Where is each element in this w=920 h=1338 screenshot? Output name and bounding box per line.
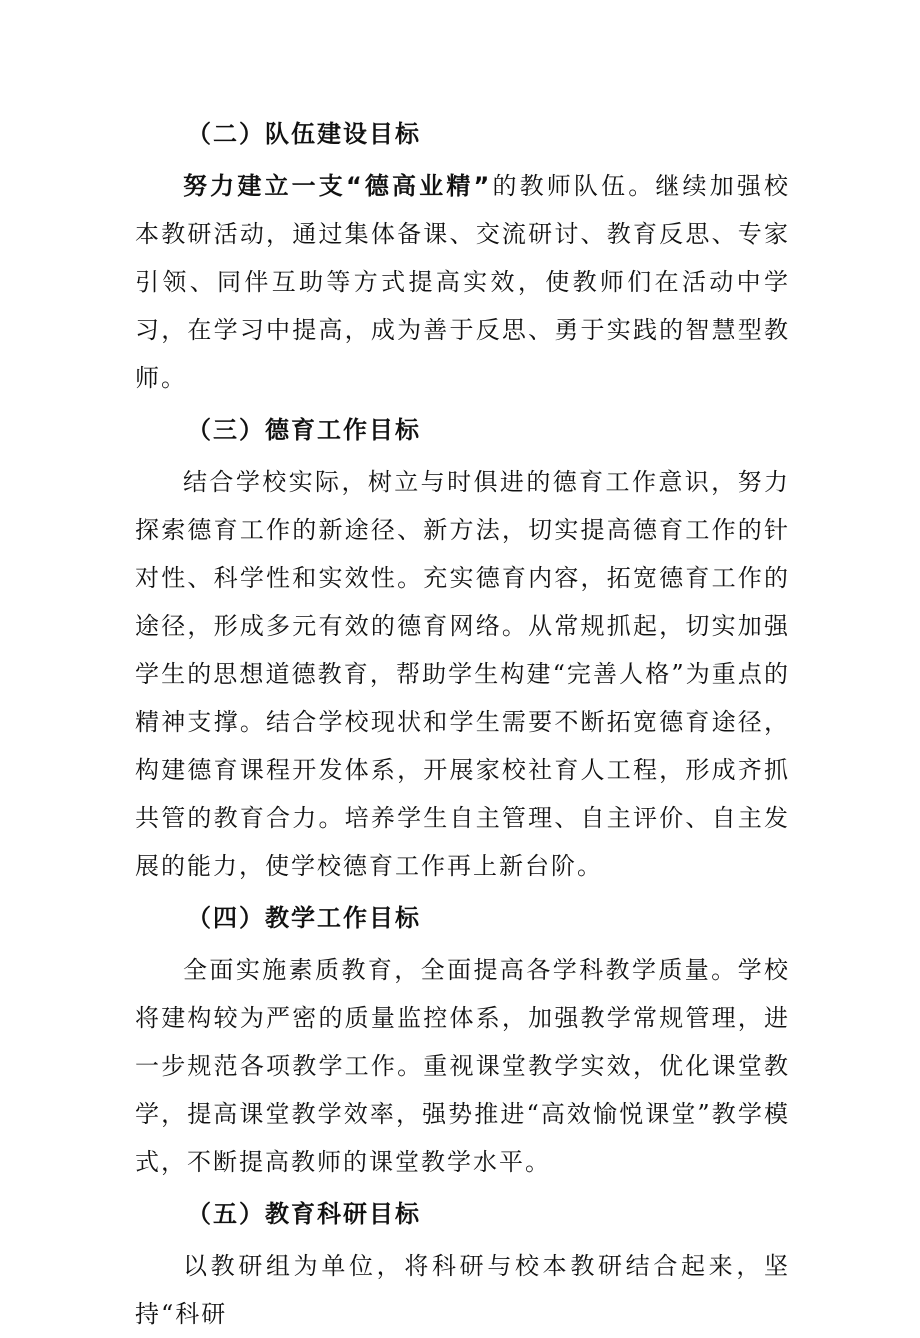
paragraph-teaching-work: 全面实施素质教育，全面提高各学科教学质量。学校将建构较为严密的质量监控体系，加强教学常规管理，进一步规范各项教学工作。重视课堂教学实效，优化课堂教学，提高课堂教学效率，强势推进“高效愉悦课堂”教学模式，不断提高教师的课堂教学水平。 xyxy=(135,956,790,1176)
paragraph-team-building-body: 的教师队伍。继续加强校本教研活动，通过集体备课、交流研讨、教育反思、专家引领、同伴互助等方式提高实效，使教师们在活动中学习，在学习中提高，成为善于反思、勇于实践的智慧型教师。 xyxy=(135,172,791,392)
heading-moral-education: （三）德育工作目标 xyxy=(187,416,421,444)
heading-teaching-work: （四）教学工作目标 xyxy=(187,904,421,932)
paragraph-education-research: 以教研组为单位，将科研与校本教研结合起来，坚持“科研 xyxy=(135,1252,790,1328)
heading-education-research: （五）教育科研目标 xyxy=(187,1200,421,1228)
paragraph-team-building xyxy=(135,162,790,402)
paragraph-team-building-lead: 努力建立一支“德高业精” xyxy=(183,172,492,200)
heading-team-building: （二）队伍建设目标 xyxy=(187,120,421,148)
paragraph-moral-education: 结合学校实际，树立与时俱进的德育工作意识，努力探索德育工作的新途径、新方法，切实提高德育工作的针对性、科学性和实效性。充实德育内容，拓宽德育工作的途径，形成多元有效的德育网络。从常规抓起，切实加强学生的思想道德教育，帮助学生构建“完善人格”为重点的精神支撑。结合学校现状和学生需要不断拓宽德育途径，构建德育课程开发体系，开展家校社育人工程，形成齐抓共管的教育合力。培养学生自主管理、自主评价、自主发展的能力，使学校德育工作再上新台阶。 xyxy=(135,468,790,880)
